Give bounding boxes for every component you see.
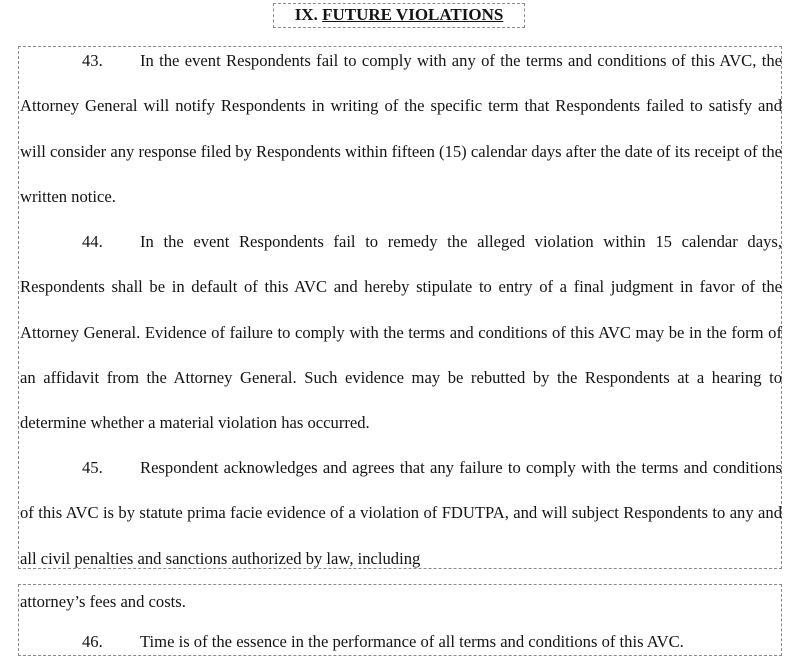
paragraph-number: 46.: [82, 632, 103, 651]
section-number: IX.: [294, 5, 318, 24]
paragraph-44: [20, 219, 782, 445]
paragraph-text: Time is of the essence in the performance of all terms and conditions of this AVC.: [140, 632, 684, 651]
paragraph-number: 45.: [82, 458, 103, 477]
paragraph-text: In the event Respondents fail to comply with any of the terms and conditions of this AVC, the Attorney General will notify Respondents in writing of the specific term that Respondents failed to satisfy and will consider any response filed by Respondents within fifteen (15) calendar days after the date of its receipt of the written notice.: [20, 51, 782, 206]
paragraph-45-continuation: attorney’s fees and costs.: [20, 592, 186, 611]
section-heading: [273, 3, 525, 28]
paragraph-45: [20, 445, 782, 581]
paragraph-text: In the event Respondents fail to remedy the alleged violation within 15 calendar days, Respondents shall be in default of this AVC and hereby stipulate to entry of a final judgment in favor of the Attorney General. Evidence of failure to comply with the terms and conditions of this AVC may be in the form of an affidavit from the Attorney General. Such evidence may be rebutted by the Respondents at a hearing to determine whether a material violation has occurred.: [20, 232, 782, 433]
paragraph-text: Respondent acknowledges and agrees that any failure to comply with the terms and conditions of this AVC is by statute prima facie evidence of a violation of FDUTPA, and will subject Respondents to any and all civil penalties and sanctions authorized by law, including: [20, 458, 782, 568]
paragraph-number: 43.: [82, 51, 103, 70]
paragraph-43: [20, 38, 782, 219]
section-title: FUTURE VIOLATIONS: [322, 5, 504, 24]
paragraph-46: [20, 619, 782, 664]
paragraph-number: 44.: [82, 232, 103, 251]
